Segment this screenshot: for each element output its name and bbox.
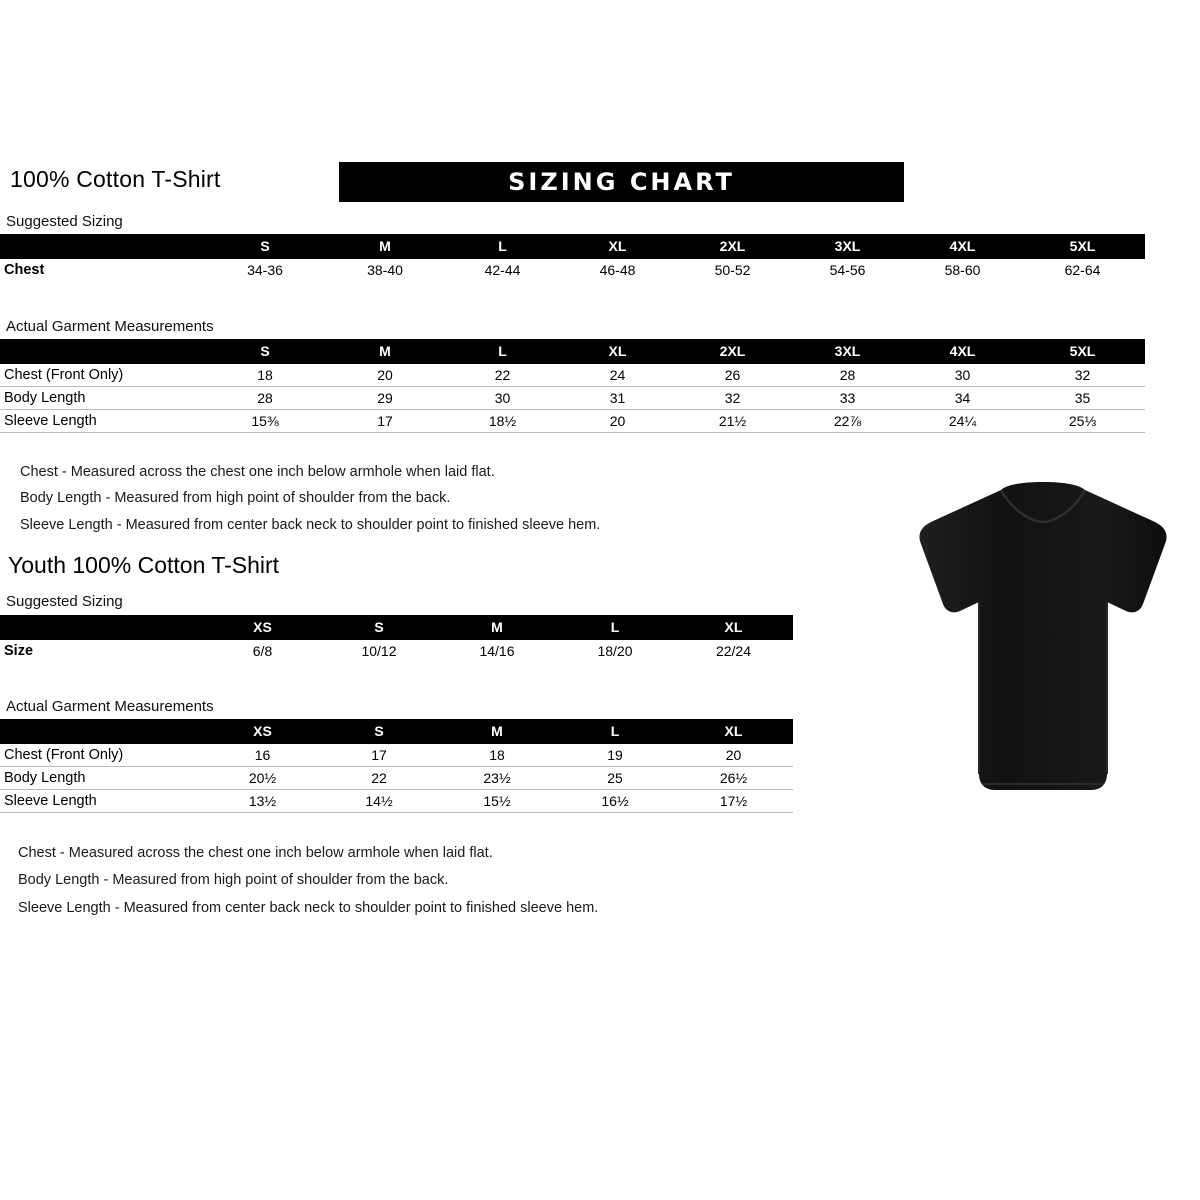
cell: 17: [371, 747, 387, 763]
cell: 16: [254, 747, 271, 763]
col-header: M: [325, 339, 445, 364]
cell: 29: [377, 390, 393, 406]
cell: 20½: [248, 770, 277, 786]
col-header: L: [556, 615, 674, 640]
cell: 30: [954, 367, 971, 383]
youth-note-sleeve-length: Sleeve Length - Measured from center back neck to shoulder point to finished sleeve hem.: [18, 900, 599, 916]
cell: 20: [609, 413, 626, 429]
col-header: XL: [674, 615, 793, 640]
cell: 31: [609, 390, 626, 406]
table-row: [0, 387, 1145, 410]
sizing-chart-banner: SIZING CHART: [339, 162, 904, 202]
cell: 17½: [719, 793, 748, 809]
cell: 28: [257, 390, 273, 406]
adult-section-title: 100% Cotton T-Shirt: [10, 166, 221, 192]
table-row: [0, 259, 1145, 281]
col-header: 2XL: [675, 339, 790, 364]
col-header: L: [445, 339, 560, 364]
col-header: 4XL: [905, 234, 1020, 259]
cell: 32: [724, 390, 741, 406]
row-label: Chest (Front Only): [4, 747, 124, 763]
row-label: Size: [4, 643, 34, 659]
col-header: [0, 339, 205, 364]
table-row: [0, 790, 793, 813]
cell: 20: [725, 747, 742, 763]
cell: 42-44: [484, 262, 521, 278]
youth-measurements-table: [0, 719, 793, 813]
cell: 54-56: [829, 262, 866, 278]
cell: 15½: [483, 793, 511, 809]
youth-suggested-sizing-table: [0, 615, 793, 662]
cell: 38-40: [367, 262, 403, 278]
cell: 28: [839, 367, 856, 383]
cell: 21½: [718, 413, 747, 429]
cell: 25⅓: [1068, 413, 1097, 429]
youth-note-body-length: Body Length - Measured from high point of shoulder from the back.: [18, 872, 449, 888]
table-header-row: [0, 615, 793, 640]
row-label: Sleeve Length: [4, 793, 97, 809]
row-label: Sleeve Length: [4, 413, 97, 429]
col-header: 5XL: [1020, 339, 1145, 364]
col-header: L: [556, 719, 674, 744]
adult-measurements-label: Actual Garment Measurements: [6, 318, 214, 335]
col-header: XS: [205, 719, 320, 744]
col-header: M: [438, 719, 556, 744]
col-header: S: [205, 339, 325, 364]
cell: 10/12: [361, 643, 397, 659]
col-header: XS: [205, 615, 320, 640]
cell: 23½: [483, 770, 511, 786]
col-header: 5XL: [1020, 234, 1145, 259]
cell: 15⅜: [251, 413, 279, 429]
cell: 19: [607, 747, 623, 763]
col-header: S: [205, 234, 325, 259]
col-header: M: [325, 234, 445, 259]
col-header: S: [320, 615, 438, 640]
cell: 34: [954, 390, 971, 406]
cell: 14/16: [479, 643, 515, 659]
youth-section-title: Youth 100% Cotton T-Shirt: [8, 552, 280, 578]
col-header: XL: [674, 719, 793, 744]
cell: 17: [377, 413, 393, 429]
cell: 46-48: [599, 262, 636, 278]
col-header: 4XL: [905, 339, 1020, 364]
cell: 24¼: [948, 413, 977, 429]
col-header: [0, 615, 205, 640]
col-header: [0, 234, 205, 259]
adult-suggested-sizing-table: [0, 234, 1145, 281]
table-header-row: [0, 234, 1145, 259]
cell: 24: [609, 367, 626, 383]
adult-suggested-sizing-label: Suggested Sizing: [6, 213, 123, 230]
table-row: [0, 640, 793, 662]
cell: 14½: [365, 793, 393, 809]
col-header: XL: [560, 234, 675, 259]
adult-note-sleeve-length: Sleeve Length - Measured from center back neck to shoulder point to finished sleeve hem.: [20, 517, 601, 533]
col-header: [0, 719, 205, 744]
cell: 13½: [248, 793, 277, 809]
cell: 25: [607, 770, 623, 786]
cell: 22⅞: [833, 413, 862, 429]
table-row: [0, 410, 1145, 433]
youth-measurements-label: Actual Garment Measurements: [6, 698, 214, 715]
cell: 34-36: [247, 262, 283, 278]
adult-note-body-length: Body Length - Measured from high point of shoulder from the back.: [20, 490, 451, 506]
col-header: 2XL: [675, 234, 790, 259]
cell: 58-60: [944, 262, 981, 278]
cell: 62-64: [1064, 262, 1101, 278]
row-label: Body Length: [4, 770, 86, 786]
table-header-row: [0, 719, 793, 744]
cell: 33: [839, 390, 856, 406]
cell: 22: [371, 770, 387, 786]
cell: 18: [489, 747, 505, 763]
cell: 32: [1074, 367, 1091, 383]
row-label: Body Length: [4, 390, 86, 406]
t-shirt-icon: [893, 478, 1193, 808]
table-row: [0, 744, 793, 767]
table-row: [0, 767, 793, 790]
row-label: Chest: [4, 262, 45, 278]
row-label: Chest (Front Only): [4, 367, 124, 383]
col-header: 3XL: [790, 339, 905, 364]
cell: 6/8: [252, 643, 273, 659]
cell: 18/20: [597, 643, 633, 659]
cell: 18½: [488, 413, 517, 429]
col-header: L: [445, 234, 560, 259]
youth-note-chest: Chest - Measured across the chest one inch below armhole when laid flat.: [18, 845, 493, 861]
cell: 26½: [719, 770, 748, 786]
adult-measurements-table: [0, 339, 1145, 433]
t-shirt-illustration: [893, 478, 1193, 808]
cell: 50-52: [714, 262, 751, 278]
cell: 30: [494, 390, 511, 406]
col-header: 3XL: [790, 234, 905, 259]
cell: 16½: [601, 793, 629, 809]
col-header: XL: [560, 339, 675, 364]
youth-suggested-sizing-label: Suggested Sizing: [6, 593, 123, 610]
cell: 35: [1074, 390, 1091, 406]
col-header: M: [438, 615, 556, 640]
cell: 22: [494, 367, 511, 383]
cell: 20: [377, 367, 393, 383]
cell: 26: [724, 367, 741, 383]
col-header: S: [320, 719, 438, 744]
table-header-row: [0, 339, 1145, 364]
adult-note-chest: Chest - Measured across the chest one inch below armhole when laid flat.: [20, 464, 495, 480]
cell: 22/24: [715, 643, 752, 659]
table-row: [0, 364, 1145, 387]
cell: 18: [257, 367, 273, 383]
